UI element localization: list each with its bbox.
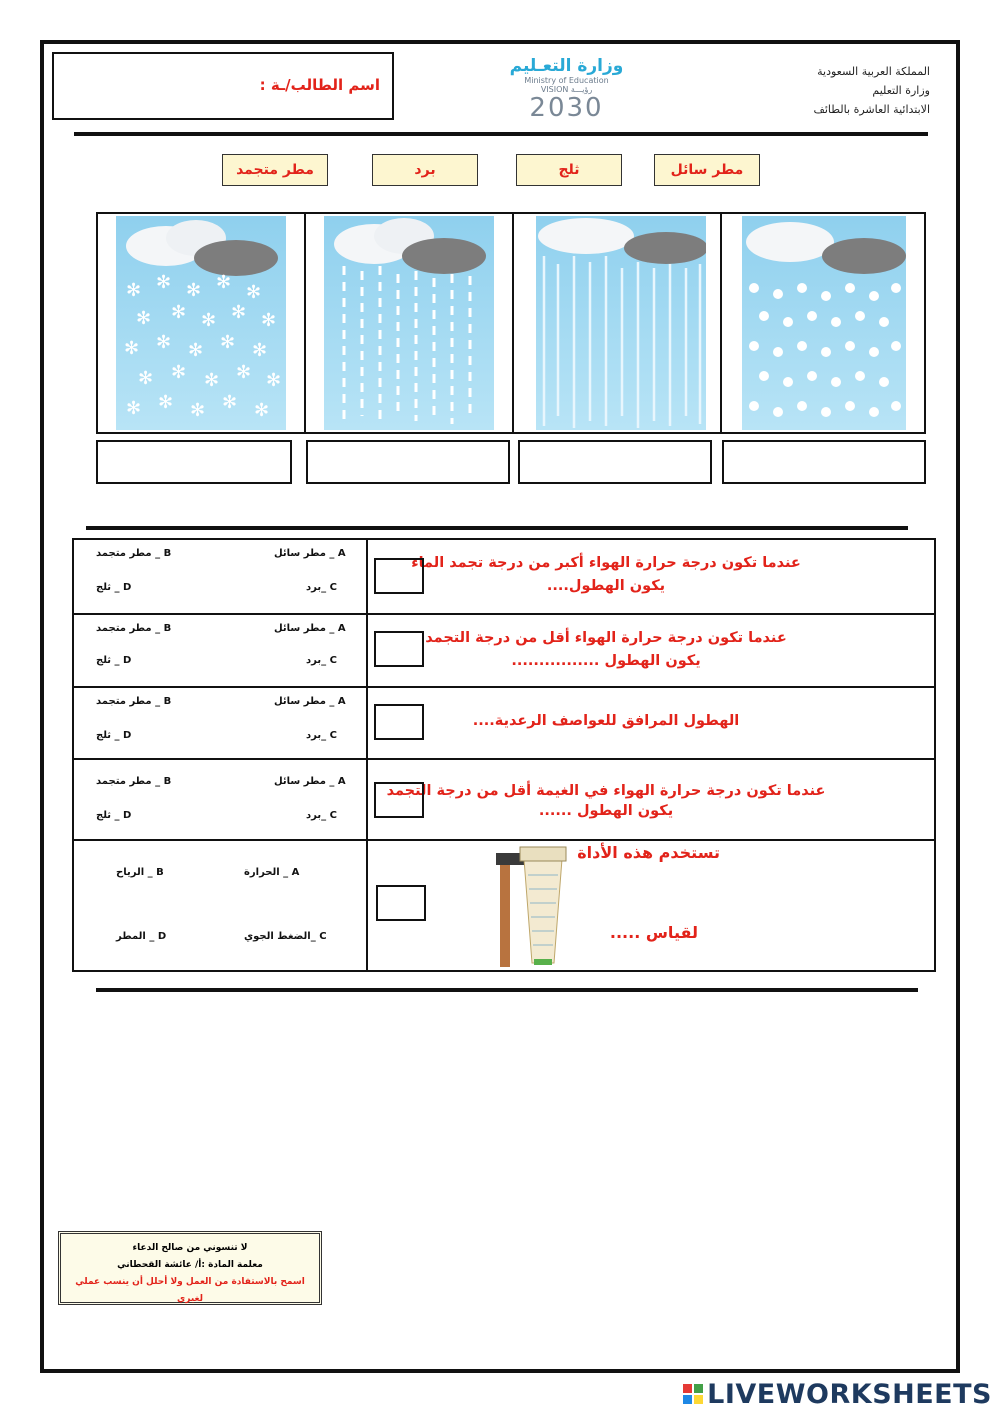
svg-text:✻: ✻	[246, 282, 262, 303]
rain-image	[536, 216, 706, 430]
question-row-4	[74, 760, 934, 841]
svg-text:✻: ✻	[252, 340, 268, 361]
svg-text:✻: ✻	[220, 332, 236, 353]
snow-image	[116, 216, 286, 430]
student-name-label: اسم الطالب/ـة :	[259, 76, 380, 94]
question-1-text: عندما تكون درجة حرارة الهواء أكبر من درجة تجمد الماء يكون الهطول....	[411, 555, 801, 594]
liveworksheets-logo[interactable]	[683, 1378, 992, 1410]
q4-option-b[interactable]: B _ مطر متجمد	[96, 776, 172, 787]
logo-vision-text: VISION رؤيـــة	[540, 85, 593, 94]
q2-option-a[interactable]: A _ مطر سائل	[274, 623, 346, 634]
q2-option-d[interactable]: D _ ثلج	[96, 655, 132, 666]
ministry-info	[710, 62, 930, 119]
svg-text:✻: ✻	[236, 362, 252, 383]
svg-text:✻: ✻	[186, 280, 202, 301]
question-4-answer-box[interactable]	[374, 782, 424, 818]
logo-year: 2030	[529, 93, 604, 123]
header-divider	[74, 132, 928, 136]
svg-text:✻: ✻	[231, 302, 247, 323]
question-row-2	[74, 615, 934, 688]
teacher-credit-box	[58, 1231, 322, 1305]
student-name-box[interactable]	[52, 52, 394, 120]
svg-text:✻: ✻	[201, 310, 217, 331]
table-bottom-divider	[96, 988, 918, 992]
answer-box-hail[interactable]	[722, 440, 926, 484]
svg-text:✻: ✻	[222, 392, 238, 413]
svg-text:✻: ✻	[136, 308, 152, 329]
question-row-5	[74, 841, 934, 970]
svg-text:✻: ✻	[171, 362, 187, 383]
svg-text:✻: ✻	[266, 370, 282, 391]
q2-option-b[interactable]: B _ مطر متجمد	[96, 623, 172, 634]
q5-option-d[interactable]: D _ المطر	[116, 931, 167, 942]
logo-arabic-text: وزارة التعـليم	[509, 56, 624, 76]
svg-text:✻: ✻	[126, 280, 142, 301]
q5-option-c[interactable]: C _الضغط الجوي	[244, 931, 327, 942]
snow-image-cell	[98, 214, 304, 432]
ministry-logo	[499, 56, 634, 128]
questions-table	[72, 538, 936, 972]
svg-text:✻: ✻	[156, 332, 172, 353]
question-5-text-line1: تستخدم هذه الأداة	[577, 843, 720, 862]
question-row-3	[74, 688, 934, 760]
word-hail[interactable]: برد	[372, 154, 478, 186]
q4-option-d[interactable]: D _ ثلج	[96, 810, 132, 821]
svg-text:✻: ✻	[254, 400, 270, 421]
question-2-text: عندما تكون درجة حرارة الهواء أقل من درجة التجمد يكون الهطول ................	[425, 630, 787, 669]
brand-square-blue	[683, 1395, 692, 1404]
sleet-image-cell	[304, 214, 512, 432]
question-1-answer-box[interactable]	[374, 558, 424, 594]
svg-text:✻: ✻	[190, 400, 206, 421]
precipitation-images	[96, 212, 926, 434]
answer-box-rain[interactable]	[518, 440, 712, 484]
q1-option-a[interactable]: A _ مطر سائل	[274, 548, 346, 559]
section-divider	[86, 526, 908, 530]
q4-option-c[interactable]: C _برد	[306, 810, 337, 821]
q1-option-d[interactable]: D _ ثلج	[96, 582, 132, 593]
footer-teacher-name: معلمة المادة :أ/ عائشة القحطاني	[117, 1260, 263, 1270]
question-row-1	[74, 540, 934, 615]
footer-permission-text: اسمح بالاستفادة من العمل ولا أحلل أن ينسب عملي لغيري	[75, 1277, 305, 1304]
brand-square-green	[694, 1384, 703, 1393]
svg-text:✻: ✻	[171, 302, 187, 323]
q3-option-b[interactable]: B _ مطر متجمد	[96, 696, 172, 707]
worksheet-page	[40, 40, 960, 1373]
rain-gauge-icon	[494, 845, 584, 967]
q4-option-a[interactable]: A _ مطر سائل	[274, 776, 346, 787]
footer-dua-text: لا تنسوني من صالح الدعاء	[132, 1243, 248, 1253]
svg-text:✻: ✻	[261, 310, 277, 331]
rain-image-cell	[512, 214, 720, 432]
answer-box-sleet[interactable]	[306, 440, 510, 484]
ministry-line-school: الابتدائية العاشرة بالطائف	[813, 103, 930, 116]
brand-square-red	[683, 1384, 692, 1393]
svg-text:✻: ✻	[204, 370, 220, 391]
svg-text:✻: ✻	[216, 272, 232, 293]
q3-option-a[interactable]: A _ مطر سائل	[274, 696, 346, 707]
question-2-answer-box[interactable]	[374, 631, 424, 667]
question-5-answer-box[interactable]	[376, 885, 426, 921]
question-3-text: الهطول المرافق للعواصف الرعدية....	[472, 713, 740, 729]
svg-text:✻: ✻	[188, 340, 204, 361]
q3-option-d[interactable]: D _ ثلج	[96, 730, 132, 741]
brand-name: LIVEWORKSHEETS	[707, 1378, 992, 1410]
answer-box-snow[interactable]	[96, 440, 292, 484]
sleet-image	[324, 216, 494, 430]
svg-text:✻: ✻	[124, 338, 140, 359]
logo-english-text: Ministry of Education	[524, 76, 609, 85]
q2-option-c[interactable]: C _برد	[306, 655, 337, 666]
brand-square-yellow	[694, 1395, 703, 1404]
word-liquid-rain[interactable]: مطر سائل	[654, 154, 760, 186]
ministry-line-country: المملكة العربية السعودية	[817, 65, 930, 78]
svg-text:✻: ✻	[156, 272, 172, 293]
word-freezing-rain[interactable]: مطر متجمد	[222, 154, 328, 186]
question-5-text-line2: لقياس .....	[609, 923, 698, 942]
q5-option-b[interactable]: B _ الرياح	[116, 867, 164, 878]
svg-text:✻: ✻	[138, 368, 154, 389]
q1-option-c[interactable]: C _برد	[306, 582, 337, 593]
q1-option-b[interactable]: B _ مطر متجمد	[96, 548, 172, 559]
svg-text:✻: ✻	[126, 398, 142, 419]
hail-image-cell	[720, 214, 924, 432]
word-snow[interactable]: ثلج	[516, 154, 622, 186]
svg-text:✻: ✻	[158, 392, 174, 413]
ministry-line-ministry: وزارة التعليم	[872, 84, 930, 97]
brand-icon	[683, 1384, 703, 1404]
question-4-text: عندما تكون درجة حرارة الهواء في الغيمة أقل من درجة التجمد يكون الهطول ......	[386, 783, 826, 819]
q3-option-c[interactable]: C _برد	[306, 730, 337, 741]
question-3-answer-box[interactable]	[374, 704, 424, 740]
hail-image	[742, 216, 906, 430]
q5-option-a[interactable]: A _ الحرارة	[244, 867, 300, 878]
